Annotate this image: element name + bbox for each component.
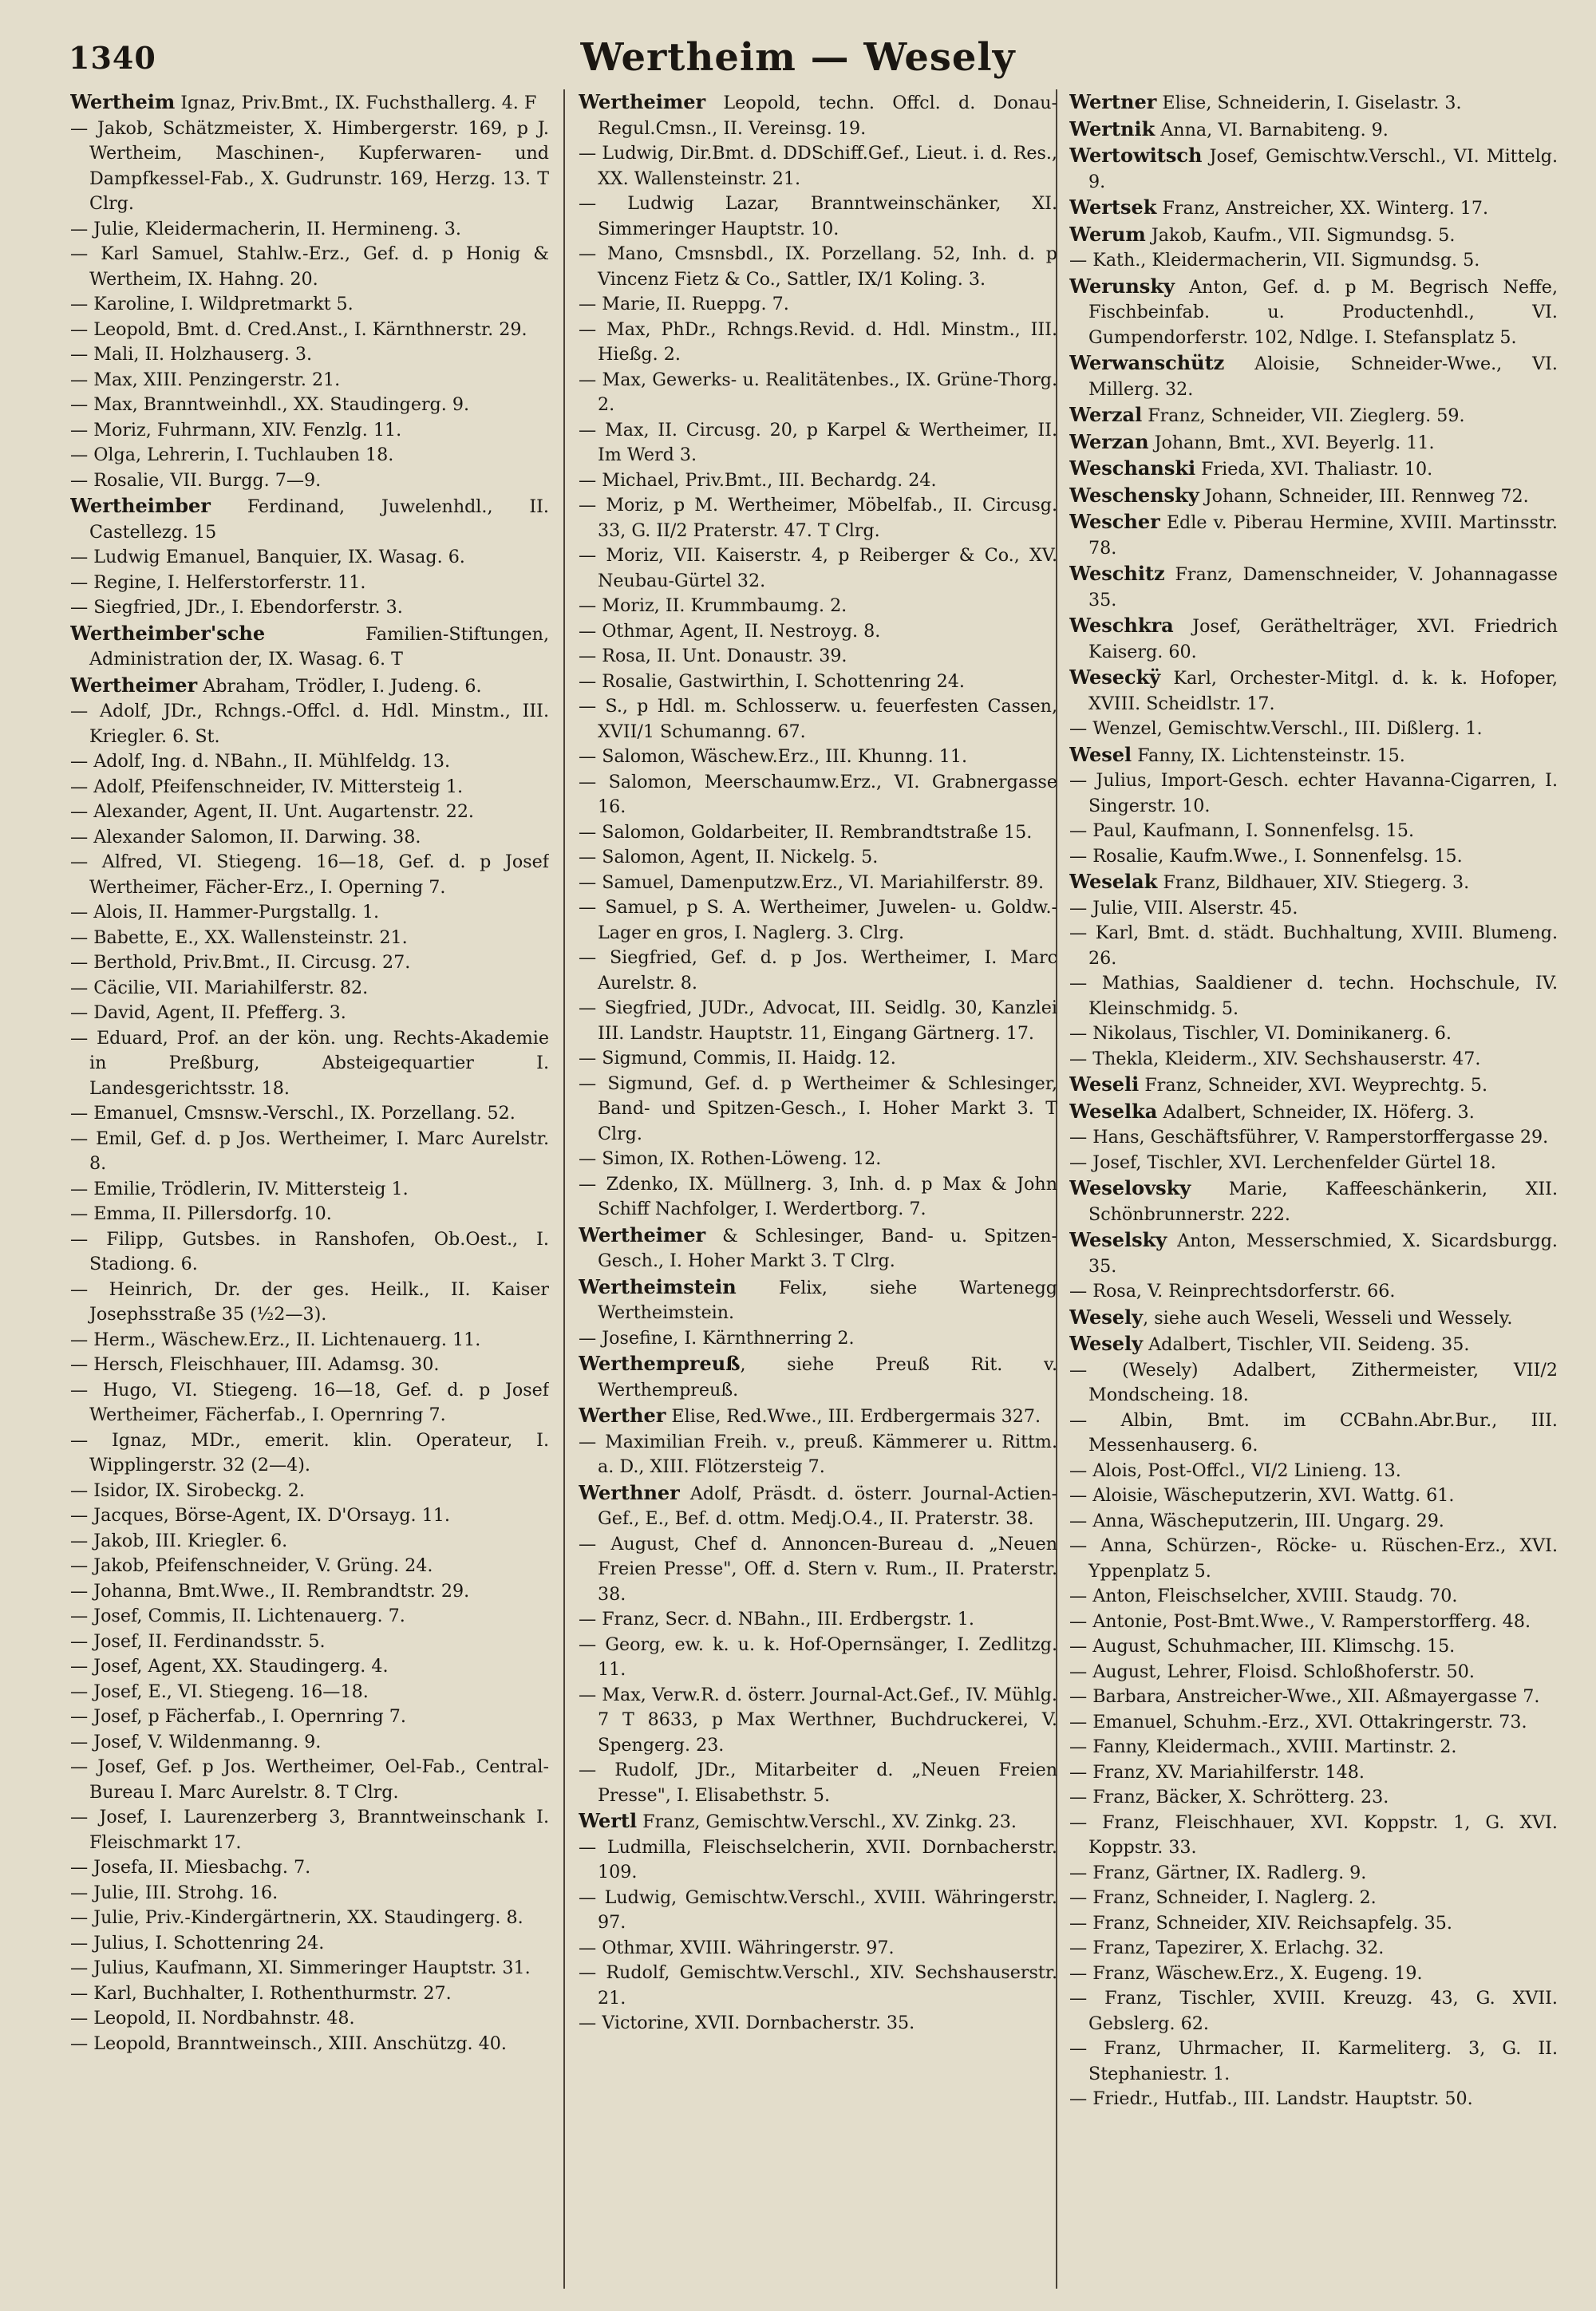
- directory-entry: — Aloisie, Wäscheputzerin, XVI. Wattg. 61.: [1069, 1485, 1455, 1506]
- directory-entry: — Rosalie, Kaufm.Wwe., I. Sonnenfelsg. 15.: [1069, 845, 1463, 867]
- directory-entry: Werzal Franz, Schneider, VII. Zieglerg. 59.: [1069, 403, 1465, 426]
- directory-entry: Werther Elise, Red.Wwe., III. Erdbergermais 327.: [579, 1404, 1041, 1427]
- column-divider: [563, 89, 565, 2289]
- directory-entry: Weschkra Josef, Geräthelträger, XVI. Friedrich Kaiserg. 60.: [1069, 614, 1558, 662]
- running-title: Wertheim — Wesely: [580, 35, 1016, 80]
- directory-entry: — Johanna, Bmt.Wwe., II. Rembrandtstr. 29.: [70, 1580, 470, 1602]
- directory-entry: Weseli Franz, Schneider, XVI. Weyprechtg. 5.: [1069, 1073, 1488, 1096]
- directory-entry: — Samuel, p S. A. Wertheimer, Juwelen- u. Goldw.-Lager en gros, I. Naglerg. 3. Clrg.: [579, 897, 1057, 943]
- directory-entry: Wescher Edle v. Piberau Hermine, XVIII. Martinsstr. 78.: [1069, 510, 1558, 559]
- directory-entry: — Franz, Secr. d. NBahn., III. Erdbergstr. 1.: [579, 1609, 974, 1630]
- directory-entry: — Herm., Wäschew.Erz., II. Lichtenauerg. 11.: [70, 1329, 481, 1350]
- directory-entry: — Salomon, Wäschew.Erz., III. Khunng. 11.: [579, 746, 968, 767]
- directory-entry: — Siegfried, Gef. d. p Jos. Wertheimer, I. Marc Aurelstr. 8.: [579, 947, 1057, 994]
- directory-entry: — Hersch, Fleischhauer, III. Adamsg. 30.: [70, 1354, 440, 1375]
- directory-entry: — Othmar, XVIII. Währingerstr. 97.: [579, 1937, 895, 1958]
- directory-entry: — Emanuel, Schuhm.-Erz., XVI. Ottakringerstr. 73.: [1069, 1711, 1527, 1732]
- directory-entry: Weseckÿ Karl, Orchester-Mitgl. d. k. k. Hofoper, XVIII. Scheidlstr. 17.: [1069, 666, 1558, 714]
- directory-entry: — Rudolf, Gemischtw.Verschl., XIV. Sechshauserstr. 21.: [579, 1962, 1057, 2009]
- directory-entry: Weschensky Johann, Schneider, III. Rennweg 72.: [1069, 483, 1529, 507]
- directory-entry: — Friedr., Hutfab., III. Landstr. Hauptstr. 50.: [1069, 2088, 1473, 2109]
- directory-entry: — Julie, VIII. Alserstr. 45.: [1069, 897, 1298, 918]
- directory-entry: — Babette, E., XX. Wallensteinstr. 21.: [70, 926, 408, 948]
- directory-entry: — Emanuel, Cmsnsw.-Verschl., IX. Porzellang. 52.: [70, 1103, 516, 1124]
- directory-entry: Weselak Franz, Bildhauer, XIV. Stiegerg. 3.: [1069, 870, 1470, 893]
- directory-entry: — David, Agent, II. Pfefferg. 3.: [70, 1002, 346, 1023]
- directory-entry: Wertheimer & Schlesinger, Band- u. Spitzen-Gesch., I. Hoher Markt 3. T Clrg.: [579, 1223, 1057, 1271]
- directory-entry: — Anton, Fleischselcher, XVIII. Staudg. 70.: [1069, 1586, 1458, 1606]
- directory-entry: Weselovsky Marie, Kaffeeschänkerin, XII. Schönbrunnerstr. 222.: [1069, 1176, 1558, 1225]
- directory-entry: — Mathias, Saaldiener d. techn. Hochschule, IV. Kleinschmidg. 5.: [1069, 973, 1558, 1019]
- directory-entry: — Adolf, JDr., Rchngs.-Offcl. d. Hdl. Minstm., III. Kriegler. 6. St.: [70, 701, 549, 747]
- directory-entry: Wesely, siehe auch Weseli, Wesseli und Wessely.: [1069, 1305, 1513, 1329]
- directory-entry: — Rosa, II. Unt. Donaustr. 39.: [579, 646, 847, 666]
- directory-entry: Werwanschütz Aloisie, Schneider-Wwe., VI. Millerg. 32.: [1069, 351, 1558, 400]
- directory-entry: Weschitz Franz, Damenschneider, V. Johannagasse 35.: [1069, 562, 1558, 610]
- directory-entry: — Berthold, Priv.Bmt., II. Circusg. 27.: [70, 952, 411, 973]
- directory-entry: Wertheim Ignaz, Priv.Bmt., IX. Fuchsthallerg. 4. F: [70, 90, 537, 113]
- directory-entry: — Jacques, Börse-Agent, IX. D'Orsayg. 11.: [70, 1505, 450, 1526]
- directory-entry: — Jakob, III. Kriegler. 6.: [70, 1530, 288, 1551]
- directory-entry: — Franz, Uhrmacher, II. Karmeliterg. 3, G. II. Stephaniestr. 1.: [1069, 2038, 1558, 2084]
- directory-entry: — Maximilian Freih. v., preuß. Kämmerer u. Rittm. a. D., XIII. Flötzersteig 7.: [579, 1431, 1057, 1477]
- directory-entry: — Rosalie, Gastwirthin, I. Schottenring 24.: [579, 670, 965, 692]
- directory-entry: — Moriz, Fuhrmann, XIV. Fenzlg. 11.: [70, 419, 402, 440]
- directory-entry: — Franz, Gärtner, IX. Radlerg. 9.: [1069, 1862, 1367, 1883]
- directory-entry: — (Wesely) Adalbert, Zithermeister, VII/2 Mondscheing. 18.: [1069, 1359, 1558, 1405]
- directory-entry: — Salomon, Agent, II. Nickelg. 5.: [579, 847, 879, 867]
- directory-entry: — Leopold, II. Nordbahnstr. 48.: [70, 2008, 355, 2029]
- directory-entry: — August, Schuhmacher, III. Klimschg. 15.: [1069, 1636, 1456, 1657]
- directory-entry: — Adolf, Ing. d. NBahn., II. Mühlfeldg. 13.: [70, 751, 451, 772]
- directory-entry: — S., p Hdl. m. Schlosserw. u. feuerfesten Cassen, XVII/1 Schumanng. 67.: [579, 696, 1057, 742]
- directory-entry: — Rosalie, VII. Burgg. 7—9.: [70, 469, 322, 491]
- directory-entry: — August, Lehrer, Floisd. Schloßhoferstr. 50.: [1069, 1661, 1475, 1682]
- column-3: [1069, 89, 1558, 2292]
- directory-entry: — Ludwig, Gemischtw.Verschl., XVIII. Währingerstr. 97.: [579, 1886, 1057, 1933]
- directory-entry: — Julie, Priv.-Kindergärtnerin, XX. Staudingerg. 8.: [70, 1907, 523, 1928]
- directory-entry: — Ignaz, MDr., emerit. klin. Operateur, I. Wipplingerstr. 32 (2—4).: [70, 1429, 549, 1475]
- directory-entry: Werthner Adolf, Präsdt. d. österr. Journal-Actien-Gef., E., Bef. d. ottm. Medj.O.4., II. Praterstr. 38.: [579, 1480, 1057, 1529]
- directory-entry: Werthempreuß, siehe Preuß Rit. v. Werthempreuß.: [579, 1352, 1057, 1400]
- directory-entry: Wertheimer Abraham, Trödler, I. Judeng. 6.: [70, 673, 482, 697]
- directory-entry: — Emilie, Trödlerin, IV. Mittersteig 1.: [70, 1178, 409, 1199]
- directory-entry: Wertsek Franz, Anstreicher, XX. Winterg. 17.: [1069, 196, 1489, 219]
- directory-entry: — Salomon, Goldarbeiter, II. Rembrandtstraße 15.: [579, 821, 1033, 843]
- directory-entry: — Leopold, Bmt. d. Cred.Anst., I. Kärnthnerstr. 29.: [70, 318, 527, 340]
- directory-entry: — Regine, I. Helferstorferstr. 11.: [70, 571, 366, 593]
- directory-entry: — Ludmilla, Fleischselcherin, XVII. Dornbacherstr. 109.: [579, 1836, 1057, 1882]
- directory-entry: — Karl Samuel, Stahlw.-Erz., Gef. d. p Honig & Wertheim, IX. Hahng. 20.: [70, 243, 549, 290]
- directory-entry: — Franz, Tapezirer, X. Erlachg. 32.: [1069, 1938, 1385, 1958]
- directory-entry: — Rosa, V. Reinprechtsdorferstr. 66.: [1069, 1281, 1396, 1302]
- directory-entry: — Nikolaus, Tischler, VI. Dominikanerg. 6.: [1069, 1023, 1452, 1044]
- directory-entry: Weselka Adalbert, Schneider, IX. Höferg. 3.: [1069, 1099, 1475, 1123]
- directory-entry: — Heinrich, Dr. der ges. Heilk., II. Kaiser Josephsstraße 35 (½2—3).: [70, 1278, 549, 1325]
- directory-entry: — August, Chef d. Annoncen-Bureau d. „Neuen Freien Presse", Off. d. Stern v. Rum., II. Praterstr. 38.: [579, 1533, 1057, 1605]
- directory-entry: Wertheimber'sche Familien-Stiftungen, Administration der, IX. Wasag. 6. T: [70, 621, 549, 670]
- directory-entry: — Thekla, Kleiderm., XIV. Sechshauserstr. 47.: [1069, 1048, 1481, 1069]
- directory-entry: — Leopold, Branntweinsch., XIII. Anschützg. 40.: [70, 2032, 507, 2054]
- directory-entry: — Jakob, Schätzmeister, X. Himbergerstr. 169, p J. Wertheim, Maschinen-, Kupferwaren- und Dampfkessel-Fab., X. Gudrunstr. 169, Herzg. 13. T Clrg.: [70, 117, 549, 214]
- directory-entry: — Josef, Commis, II. Lichtenauerg. 7.: [70, 1606, 405, 1626]
- directory-entry: — Max, Branntweinhdl., XX. Staudingerg. 9.: [70, 394, 470, 415]
- directory-entry: — Moriz, II. Krummbaumg. 2.: [579, 595, 847, 616]
- directory-entry: — Moriz, p M. Wertheimer, Möbelfab., II. Circusg. 33, G. II/2 Praterstr. 47. T Clrg.: [579, 495, 1057, 541]
- directory-entry: Werunsky Anton, Gef. d. p M. Begrisch Neffe, Fischbeinfab. u. Productenhdl., VI. Gumpendorferstr. 102, Ndlge. I. Stefansplatz 5.: [1069, 274, 1558, 348]
- directory-entry: — Jakob, Pfeifenschneider, V. Grüng. 24.: [70, 1555, 433, 1576]
- directory-entry: — Emma, II. Pillersdorfg. 10.: [70, 1203, 332, 1224]
- directory-entry: — Julie, Kleidermacherin, II. Hermineng. 3.: [70, 218, 461, 239]
- directory-entry: — Franz, Schneider, I. Naglerg. 2.: [1069, 1887, 1377, 1908]
- directory-entry: — Anna, Wäscheputzerin, III. Ungarg. 29.: [1069, 1510, 1444, 1531]
- directory-entry: — Cäcilie, VII. Mariahilferstr. 82.: [70, 977, 369, 998]
- directory-entry: Wertl Franz, Gemischtw.Verschl., XV. Zinkg. 23.: [579, 1809, 1017, 1832]
- directory-entry: — Karoline, I. Wildpretmarkt 5.: [70, 294, 354, 314]
- directory-entry: — Julius, Kaufmann, XI. Simmeringer Hauptstr. 31.: [70, 1957, 531, 1978]
- directory-entry: — Fanny, Kleidermach., XVIII. Martinstr. 2.: [1069, 1736, 1457, 1757]
- directory-entry: — Mano, Cmsnsbdl., IX. Porzellang. 52, Inh. d. p Vincenz Fietz & Co., Sattler, IX/1 Koling. 3.: [579, 243, 1057, 290]
- directory-entry: — Zdenko, IX. Müllnerg. 3, Inh. d. p Max & John Schiff Nachfolger, I. Werdertborg. 7.: [579, 1173, 1057, 1219]
- directory-entry: — Josef, V. Wildenmanng. 9.: [70, 1731, 322, 1752]
- directory-entry: — Josefa, II. Miesbachg. 7.: [70, 1857, 311, 1878]
- directory-entry: Werzan Johann, Bmt., XVI. Beyerlg. 11.: [1069, 429, 1435, 453]
- directory-entry: — Ludwig Lazar, Branntweinschänker, XI. Simmeringer Hauptstr. 10.: [579, 193, 1057, 239]
- directory-entry: — Alfred, VI. Stiegeng. 16—18, Gef. d. p Josef Wertheimer, Fächer-Erz., I. Operning 7.: [70, 851, 549, 898]
- directory-entry: — Ludwig Emanuel, Banquier, IX. Wasag. 6.: [70, 547, 465, 567]
- directory-entry: — Julius, I. Schottenring 24.: [70, 1932, 325, 1953]
- directory-entry: — Moriz, VII. Kaiserstr. 4, p Reiberger & Co., XV. Neubau-Gürtel 32.: [579, 545, 1057, 591]
- directory-entry: — Olga, Lehrerin, I. Tuchlauben 18.: [70, 444, 394, 465]
- directory-entry: — Siegfried, JDr., I. Ebendorferstr. 3.: [70, 597, 403, 618]
- directory-entry: — Josef, E., VI. Stiegeng. 16—18.: [70, 1681, 369, 1702]
- directory-entry: — Salomon, Meerschaumw.Erz., VI. Grabnergasse 16.: [579, 771, 1057, 817]
- directory-entry: — Karl, Buchhalter, I. Rothenthurmstr. 27.: [70, 1982, 452, 2004]
- directory-entry: — Hans, Geschäftsführer, V. Ramperstorffergasse 29.: [1069, 1127, 1549, 1148]
- directory-entry: — Paul, Kaufmann, I. Sonnenfelsg. 15.: [1069, 820, 1414, 841]
- directory-entry: Wesel Fanny, IX. Lichtensteinstr. 15.: [1069, 742, 1405, 766]
- directory-entry: — Kath., Kleidermacherin, VII. Sigmundsg. 5.: [1069, 250, 1480, 271]
- directory-entry: — Franz, Fleischhauer, XVI. Koppstr. 1, G. XVI. Koppstr. 33.: [1069, 1811, 1558, 1858]
- directory-entry: Weschanski Frieda, XVI. Thaliastr. 10.: [1069, 456, 1433, 480]
- directory-entry: — Franz, XV. Mariahilferstr. 148.: [1069, 1761, 1365, 1783]
- directory-entry: — Josef, Agent, XX. Staudingerg. 4.: [70, 1656, 389, 1677]
- directory-entry: — Filipp, Gutsbes. in Ranshofen, Ob.Oest., I. Stadiong. 6.: [70, 1228, 549, 1274]
- directory-entry: — Julius, Import-Gesch. echter Havanna-Cigarren, I. Singerstr. 10.: [1069, 770, 1558, 816]
- directory-entry: — Anna, Schürzen-, Röcke- u. Rüschen-Erz., XVI. Yppenplatz 5.: [1069, 1535, 1558, 1582]
- directory-entry: — Michael, Priv.Bmt., III. Bechardg. 24.: [579, 469, 937, 491]
- directory-entry: — Josef, II. Ferdinandsstr. 5.: [70, 1630, 326, 1652]
- directory-entry: — Rudolf, JDr., Mitarbeiter d. „Neuen Freien Presse", I. Elisabethstr. 5.: [579, 1760, 1057, 1806]
- directory-entry: — Josef, I. Laurenzerberg 3, Branntweinschank I. Fleischmarkt 17.: [70, 1807, 549, 1853]
- directory-entry: — Josef, p Fächerfab., I. Opernring 7.: [70, 1706, 406, 1727]
- directory-entry: — Julie, III. Strohg. 16.: [70, 1882, 279, 1903]
- directory-entry: — Josefine, I. Kärnthnerring 2.: [579, 1327, 855, 1349]
- directory-entry: — Franz, Bäcker, X. Schrötterg. 23.: [1069, 1787, 1389, 1807]
- column-1: [70, 89, 549, 2292]
- directory-entry: — Georg, ew. k. u. k. Hof-Opernsänger, I. Zedlitzg. 11.: [579, 1634, 1057, 1680]
- directory-entry: — Ludwig, Dir.Bmt. d. DDSchiff.Gef., Lieut. i. d. Res., XX. Wallensteinstr. 21.: [579, 143, 1057, 189]
- directory-entry: — Alexander Salomon, II. Darwing. 38.: [70, 826, 421, 847]
- directory-entry: — Franz, Wäschew.Erz., X. Eugeng. 19.: [1069, 1962, 1423, 1984]
- directory-entry: — Adolf, Pfeifenschneider, IV. Mittersteig 1.: [70, 776, 464, 797]
- directory-entry: — Samuel, Damenputzw.Erz., VI. Mariahilferstr. 89.: [579, 871, 1045, 893]
- directory-entry: — Victorine, XVII. Dornbacherstr. 35.: [579, 2013, 915, 2033]
- directory-entry: — Alexander, Agent, II. Unt. Augartenstr. 22.: [70, 801, 474, 822]
- directory-entry: — Josef, Gef. p Jos. Wertheimer, Oel-Fab., Central-Bureau I. Marc Aurelstr. 8. T Clrg.: [70, 1756, 549, 1803]
- directory-entry: Wertowitsch Josef, Gemischtw.Verschl., VI. Mittelg. 9.: [1069, 144, 1558, 192]
- directory-entry: — Franz, Tischler, XVIII. Kreuzg. 43, G. XVII. Gebslerg. 62.: [1069, 1988, 1558, 2034]
- directory-entry: Wertheimer Leopold, techn. Offcl. d. Donau-Regul.Cmsn., II. Vereinsg. 19.: [579, 90, 1057, 139]
- directory-entry: — Sigmund, Commis, II. Haidg. 12.: [579, 1048, 896, 1069]
- directory-entry: — Simon, IX. Rothen-Löweng. 12.: [579, 1148, 882, 1169]
- directory-entry: Werum Jakob, Kaufm., VII. Sigmundsg. 5.: [1069, 222, 1456, 246]
- directory-entry: — Alois, Post-Offcl., VI/2 Linieng. 13.: [1069, 1460, 1401, 1481]
- directory-entry: — Max, Gewerks- u. Realitätenbes., IX. Grüne-Thorg. 2.: [579, 369, 1057, 415]
- directory-entry: — Hugo, VI. Stiegeng. 16—18, Gef. d. p Josef Wertheimer, Fächerfab., I. Opernring 7.: [70, 1379, 549, 1425]
- directory-entry: Wertheimstein Felix, siehe Wartenegg Wertheimstein.: [579, 1274, 1057, 1323]
- directory-entry: — Sigmund, Gef. d. p Wertheimer & Schlesinger, Band- und Spitzen-Gesch., I. Hoher Markt 3. T Clrg.: [579, 1073, 1057, 1144]
- directory-entry: Weselsky Anton, Messerschmied, X. Sicardsburgg. 35.: [1069, 1228, 1558, 1277]
- directory-entry: — Albin, Bmt. im CCBahn.Abr.Bur., III. Messenhauserg. 6.: [1069, 1409, 1558, 1456]
- directory-entry: — Max, XIII. Penzingerstr. 21.: [70, 369, 341, 390]
- directory-entry: — Siegfried, JUDr., Advocat, III. Seidlg. 30, Kanzlei III. Landstr. Hauptstr. 11, Eingang Gärtnerg. 17.: [579, 997, 1057, 1044]
- directory-entry: — Othmar, Agent, II. Nestroyg. 8.: [579, 620, 881, 642]
- page-number: 1340: [69, 40, 156, 76]
- directory-entry: Wertheimber Ferdinand, Juwelenhdl., II. Castellezg. 15: [70, 494, 549, 543]
- directory-entry: — Franz, Schneider, XIV. Reichsapfelg. 35.: [1069, 1912, 1452, 1934]
- column-2: [579, 89, 1057, 2292]
- directory-entry: — Mali, II. Holzhauserg. 3.: [70, 344, 313, 365]
- directory-entry: — Emil, Gef. d. p Jos. Wertheimer, I. Marc Aurelstr. 8.: [70, 1128, 549, 1174]
- directory-entry: Wesely Adalbert, Tischler, VII. Seideng. 35.: [1069, 1332, 1470, 1355]
- directory-entry: Wertnik Anna, VI. Barnabiteng. 9.: [1069, 117, 1389, 140]
- directory-entry: — Wenzel, Gemischtw.Verschl., III. Dißlerg. 1.: [1069, 718, 1483, 739]
- directory-entry: — Eduard, Prof. an der kön. ung. Rechts-Akademie in Preßburg, Absteigequartier I. Landesgerichtsstr. 18.: [70, 1027, 549, 1099]
- directory-entry: — Antonie, Post-Bmt.Wwe., V. Ramperstorfferg. 48.: [1069, 1610, 1531, 1632]
- directory-entry: — Isidor, IX. Sirobeckg. 2.: [70, 1479, 305, 1501]
- directory-entry: Wertner Elise, Schneiderin, I. Giselastr. 3.: [1069, 90, 1462, 113]
- directory-entry: — Max, II. Circusg. 20, p Karpel & Wertheimer, II. Im Werd 3.: [579, 419, 1057, 465]
- directory-entry: — Barbara, Anstreicher-Wwe., XII. Aßmayergasse 7.: [1069, 1686, 1540, 1707]
- directory-entry: — Max, Verw.R. d. österr. Journal-Act.Gef., IV. Mühlg. 7 T 8633, p Max Werthner, Buchdruckerei, V. Spengerg. 23.: [579, 1684, 1057, 1756]
- directory-entry: — Marie, II. Rueppg. 7.: [579, 294, 789, 314]
- directory-entry: — Josef, Tischler, XVI. Lerchenfelder Gürtel 18.: [1069, 1152, 1496, 1173]
- directory-entry: — Max, PhDr., Rchngs.Revid. d. Hdl. Minstm., III. Hießg. 2.: [579, 318, 1057, 365]
- directory-entry: — Alois, II. Hammer-Purgstallg. 1.: [70, 902, 380, 922]
- directory-entry: — Karl, Bmt. d. städt. Buchhaltung, XVIII. Blumeng. 26.: [1069, 922, 1558, 969]
